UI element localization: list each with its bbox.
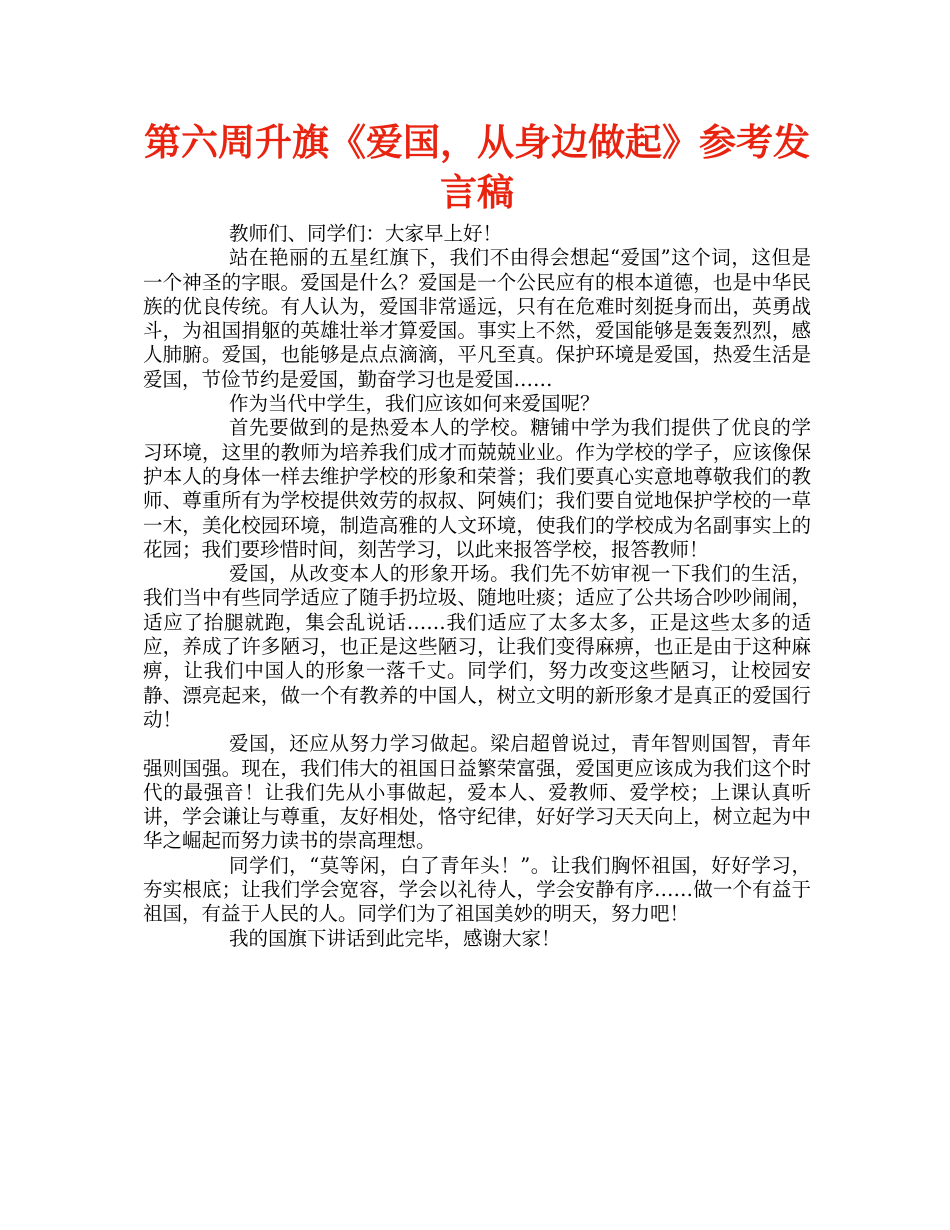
body-paragraph: 同学们，“莫等闲，白了青年头！”。让我们胸怀祖国，好好学习，夯实根底；让我们学会宽容，学会以礼待人，学会安静有序……做一个有益于祖国，有益于人民的人。同学们为了祖国美妙的明天，努力吧！ bbox=[143, 853, 811, 926]
body-paragraph: 站在艳丽的五星红旗下，我们不由得会想起“爱国”这个词，这但是一个神圣的字眼。爱国是什么？爱国是一个公民应有的根本道德，也是中华民族的优良传统。有人认为，爱国非常遥远，只有在危难时刻挺身而出，英勇战斗，为祖国捐躯的英雄壮举才算爱国。事实上不然，爱国能够是轰轰烈烈，感人肺腑。爱国，也能够是点点滴滴，平凡至真。保护环境是爱国，热爱生活是爱国，节俭节约是爱国，勤奋学习也是爱国…… bbox=[143, 246, 811, 391]
body-paragraph: 爱国，从改变本人的形象开场。我们先不妨审视一下我们的生活，我们当中有些同学适应了随手扔垃圾、随地吐痰；适应了公共场合吵吵闹闹，适应了抬腿就跑，集会乱说话……我们适应了太多太多，正是这些太多的适应，养成了许多陋习，也正是这些陋习，让我们变得麻痹，也正是由于这种麻痹，让我们中国人的形象一落千丈。同学们，努力改变这些陋习，让校园安静、漂亮起来，做一个有教养的中国人，树立文明的新形象才是真正的爱国行动！ bbox=[143, 562, 811, 731]
greeting-paragraph: 教师们、同学们：大家早上好！ bbox=[229, 222, 503, 245]
document-body bbox=[143, 222, 811, 951]
body-paragraph: 作为当代中学生，我们应该如何来爱国呢？ bbox=[229, 392, 600, 416]
body-paragraph: 首先要做到的是热爱本人的学校。糖铺中学为我们提供了优良的学习环境，这里的教师为培养我们成才而兢兢业业。作为学校的学子，应该像保护本人的身体一样去维护学校的形象和荣誉；我们要真心实意地尊敬我们的教师、尊重所有为学校提供效劳的叔叔、阿姨们；我们要自觉地保护学校的一草一木，美化校园环境，制造高雅的人文环境，使我们的学校成为名副事实上的花园；我们要珍惜时间，刻苦学习，以此来报答学校，报答教师！ bbox=[143, 416, 811, 561]
document-title: 第六周升旗《爱国，从身边做起》参考发言稿 bbox=[144, 121, 810, 214]
document-page bbox=[143, 118, 811, 951]
closing-paragraph: 我的国旗下讲话到此完毕，感谢大家！ bbox=[229, 926, 561, 950]
body-paragraph: 爱国，还应从努力学习做起。梁启超曾说过，青年智则国智，青年强则国强。现在，我们伟大的祖国日益繁荣富强，爱国更应该成为我们这个时代的最强音！让我们先从小事做起，爱本人、爱教师、爱学校；上课认真听讲，学会谦让与尊重，友好相处，恪守纪律，好好学习天天向上，树立起为中华之崛起而努力读书的崇高理想。 bbox=[143, 732, 811, 853]
